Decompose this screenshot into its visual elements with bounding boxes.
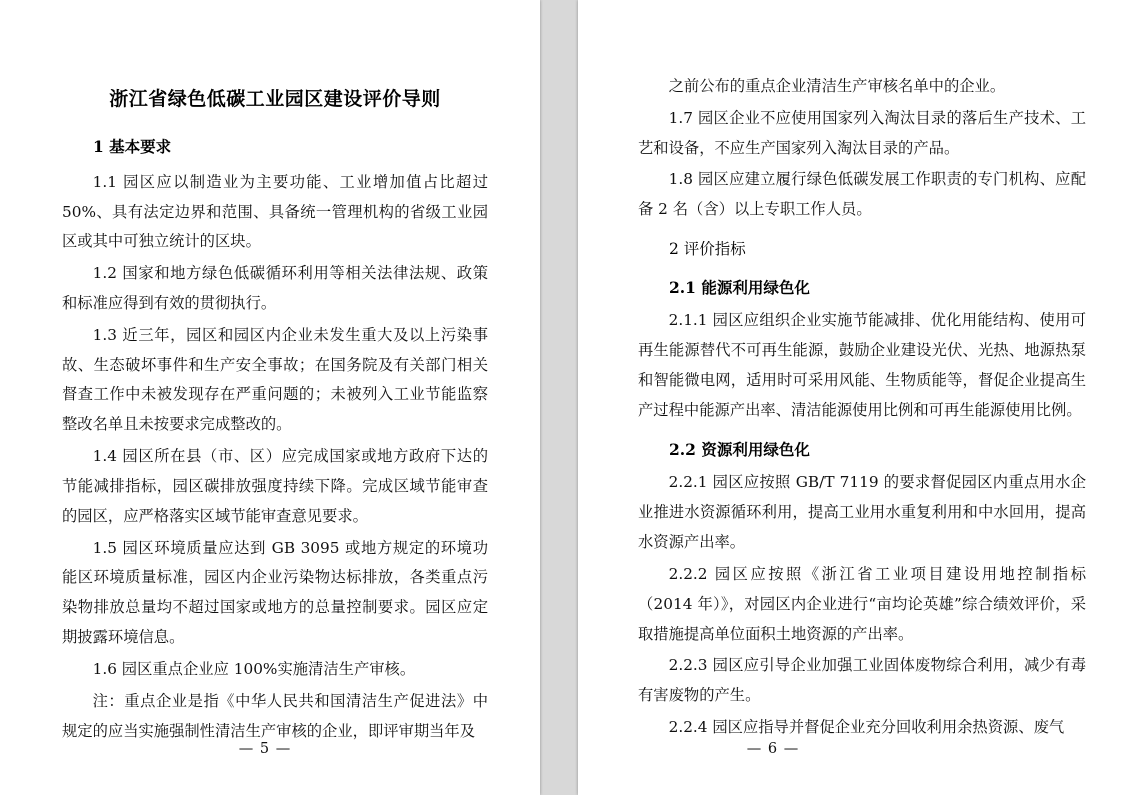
paragraph-1-5: 1.5 园区环境质量应达到 GB 3095 或地方规定的环境功能区环境质量标准，园区内企业污染物达标排放，各类重点污染物排放总量均不超过国家或地方的总量控制要求。园区应定期披露环境信息。 xyxy=(62,538,488,647)
paragraph-1-7: 1.7 园区企业不应使用国家列入淘汰目录的落后生产技术、工艺和设备，不应生产国家列入淘汰目录的产品。 xyxy=(638,108,1086,157)
section-heading-2: 2 评价指标 xyxy=(669,240,746,259)
paragraph-2-2-1: 2.2.1 园区应按照 GB/T 7119 的要求督促园区内重点用水企业推进水资源循环利用，提高工业用水重复利用和中水回用，提高水资源产出率。 xyxy=(638,473,1086,552)
paragraph-1-1: 1.1 园区应以制造业为主要功能、工业增加值占比超过 50%、具有法定边界和范围、具备统一管理机构的省级工业园区或其中可独立统计的区块。 xyxy=(62,172,488,251)
paragraph-1-6: 1.6 园区重点企业应 100%实施清洁生产审核。 xyxy=(92,659,416,678)
page-number-right: — 6 — xyxy=(746,741,800,757)
paragraph-2-2-4: 2.2.4 园区应指导并督促企业充分回收利用余热资源、废气 xyxy=(668,718,1065,737)
paragraph-1-8: 1.8 园区应建立履行绿色低碳发展工作职责的专门机构、应配备 2 名（含）以上专职工作人员。 xyxy=(638,170,1086,219)
page-number-left: — 5 — xyxy=(238,741,292,757)
paragraph-1-3: 1.3 近三年，园区和园区内企业未发生重大及以上污染事故、生态破坏事件和生产安全事故；在国务院及有关部门相关督查工作中未被发现存在严重问题的；未被列入工业节能监察整改名单且未按要求完成整改的。 xyxy=(62,325,488,434)
paragraph-2-2-2: 2.2.2 园区应按照《浙江省工业项目建设用地控制指标（2014 年）》，对园区内企业进行“亩均论英雄”综合绩效评价，采取措施提高单位面积土地资源的产出率。 xyxy=(638,564,1086,643)
paragraph-note-continued: 之前公布的重点企业清洁生产审核名单中的企业。 xyxy=(668,77,1006,95)
paragraph-2-2-3: 2.2.3 园区应引导企业加强工业固体废物综合利用，减少有毒有害废物的产生。 xyxy=(638,656,1086,705)
section-heading-2-2: 2.2 资源利用绿色化 xyxy=(669,439,810,459)
page-title: 浙江省绿色低碳工业园区建设评价导则 xyxy=(109,88,441,110)
paragraph-note: 注：重点企业是指《中华人民共和国清洁生产促进法》中规定的应当实施强制性清洁生产审核的企业，即评审期当年及 xyxy=(62,691,488,740)
section-heading-1: 1 基本要求 xyxy=(93,137,172,156)
page-left xyxy=(0,0,540,795)
section-heading-2-1: 2.1 能源利用绿色化 xyxy=(669,277,810,297)
paragraph-2-1-1: 2.1.1 园区应组织企业实施节能减排、优化用能结构、使用可再生能源替代不可再生能源，鼓励企业建设光伏、光热、地源热泵和智能微电网，适用时可采用风能、生物质能等，督促企业提高生产过程中能源产出率、清洁能源使用比例和可再生能源使用比例。 xyxy=(638,311,1086,419)
paragraph-1-4: 1.4 园区所在县（市、区）应完成国家或地方政府下达的节能减排指标，园区碳排放强度持续下降。完成区域节能审查的园区，应严格落实区域节能审查意见要求。 xyxy=(62,447,488,525)
page-right xyxy=(578,0,1138,795)
paragraph-1-2: 1.2 国家和地方绿色低碳循环利用等相关法律法规、政策和标准应得到有效的贯彻执行。 xyxy=(62,264,488,312)
